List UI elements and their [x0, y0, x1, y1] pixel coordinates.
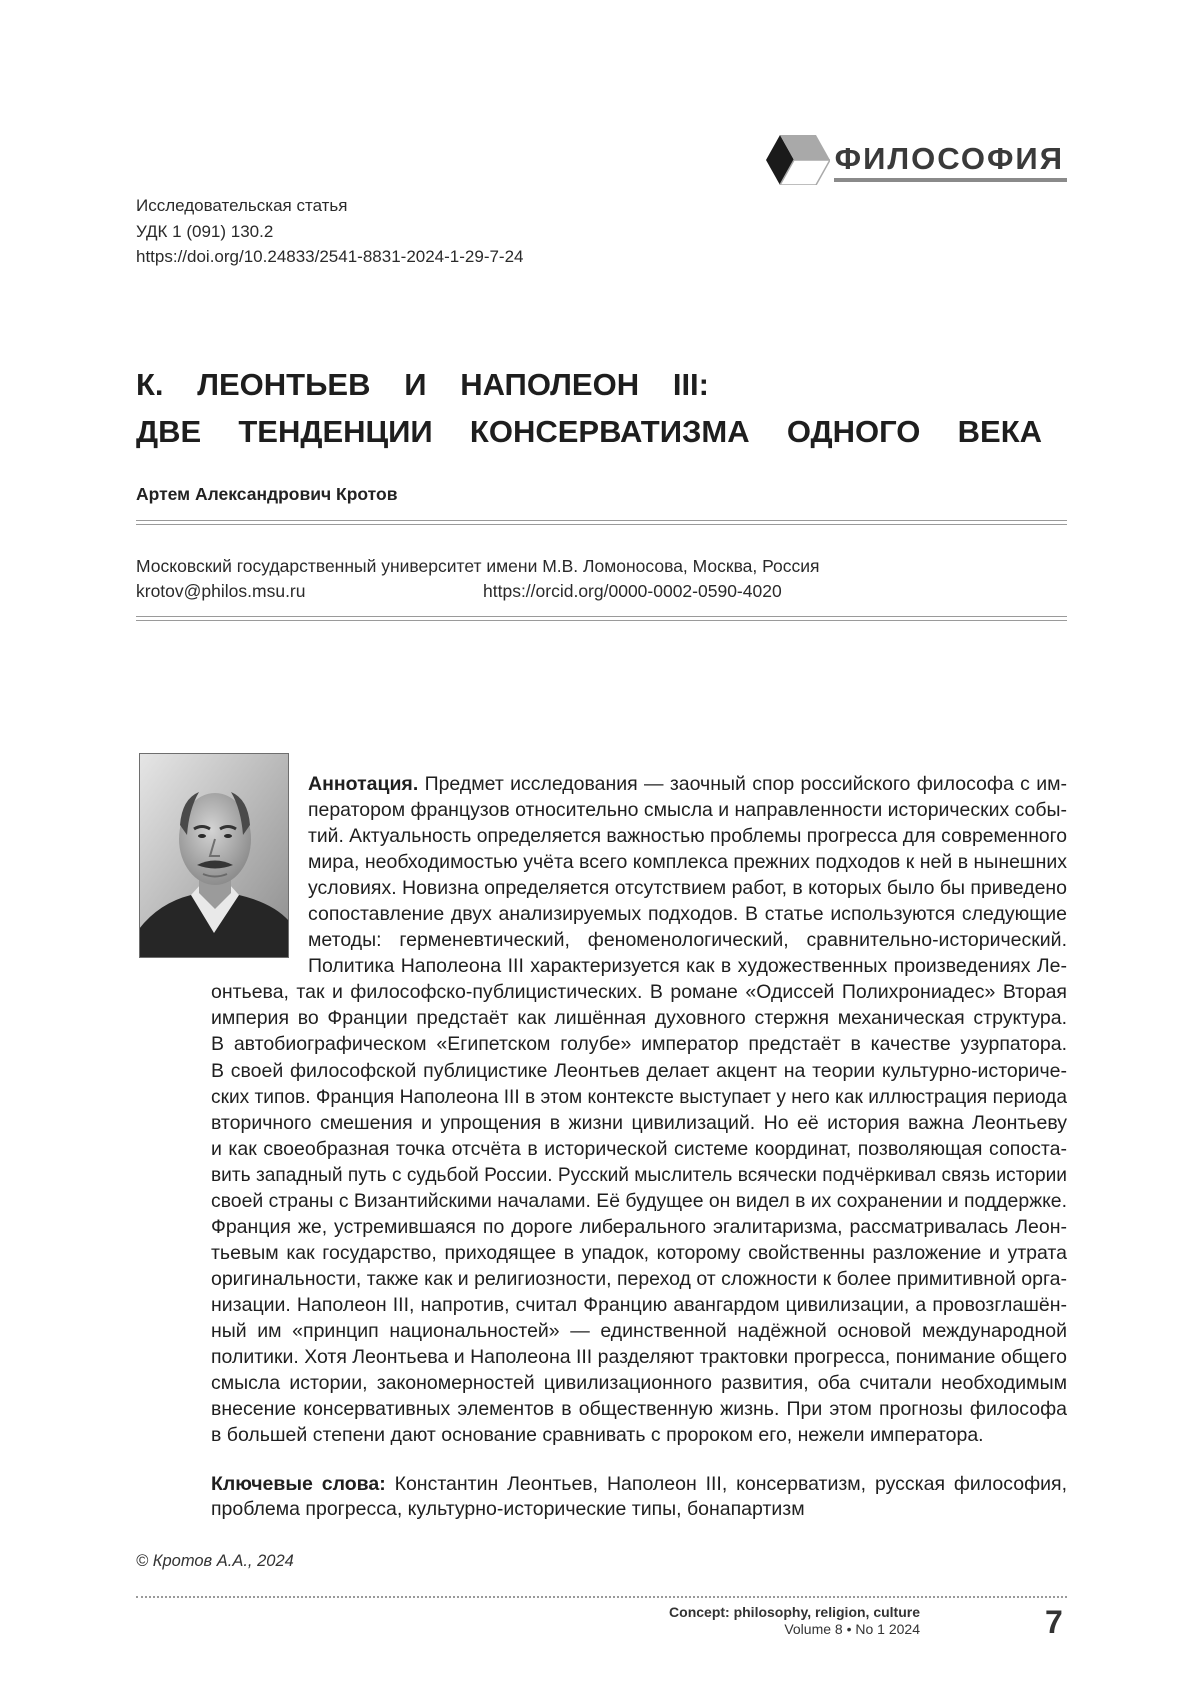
abstract-line-text: ператором французов относительно смысла и направленности исторических собы-	[308, 799, 1067, 822]
contact-row	[136, 579, 1067, 603]
abstract-line-text: тий. Актуальность определяется важностью проблемы прогресса для современного	[308, 825, 1067, 848]
abstract-line	[211, 1396, 1067, 1422]
abstract-line	[308, 901, 1067, 927]
abstract-line	[308, 927, 1067, 953]
cube-logo-icon	[766, 135, 830, 185]
section-underline	[834, 178, 1067, 182]
abstract-line	[211, 1084, 1067, 1110]
author-orcid: https://orcid.org/0000-0002-0590-4020	[483, 581, 782, 601]
title-line	[136, 361, 709, 408]
affiliation-organization: Московский государственный университет имени М.В. Ломоносова, Москва, Россия	[136, 556, 820, 576]
abstract-line-text: В своей философской публицистике Леонтьев делает акцент на теории культурно-историче-	[211, 1059, 1067, 1082]
udk-code: УДК 1 (091) 130.2	[136, 221, 274, 241]
affiliation-row	[136, 554, 1067, 578]
abstract-line	[211, 1031, 1067, 1057]
abstract-line-text: онтьева, так и философско-публицистических. В романе «Одиссей Полихрониадес» Вторая	[211, 981, 1067, 1004]
title-line-text: К. ЛЕОНТЬЕВ И НАПОЛЕОН III:	[136, 367, 709, 402]
abstract-line	[211, 1240, 1067, 1266]
abstract-line	[211, 1266, 1067, 1292]
abstract-line-text: мира, необходимостью учёта всего комплекса прежних подходов к ней в нынешних	[308, 851, 1067, 874]
double-divider	[136, 616, 1067, 621]
abstract-line-text: оригинальности, также как и религиозности, переход от сложности к более примитивной орга-	[211, 1267, 1067, 1290]
keywords-line-body: Константин Леонтьев, Наполеон III, консерватизм, русская философия,	[394, 1473, 1067, 1495]
abstract-line	[211, 1344, 1067, 1370]
article-title	[136, 361, 1042, 455]
abstract-line	[211, 1370, 1067, 1396]
author-name: Артем Александрович Кротов	[136, 484, 398, 504]
copyright-notice: © Кротов А.А., 2024	[136, 1552, 294, 1570]
keywords	[211, 1472, 1067, 1521]
title-line-text: ДВЕ ТЕНДЕНЦИИ КОНСЕРВАТИЗМА ОДНОГО ВЕКА	[136, 414, 1042, 449]
footer-journal-name: Concept: philosophy, religion, culture	[669, 1604, 920, 1620]
affiliation-line	[136, 554, 1067, 578]
footer-issue: Volume 8 • No 1 2024	[784, 1621, 920, 1637]
section-title: ФИЛОСОФИЯ	[834, 141, 1064, 176]
abstract-line-text: условиях. Новизна определяется отсутствием работ, в которых было бы приведено	[308, 877, 1067, 900]
abstract-line-text: и как своеобразная точка отсчёта в исторической системе координат, позволяющая сопоста-	[211, 1137, 1067, 1160]
abstract-line	[211, 1292, 1067, 1318]
abstract-line-text: Франция же, устремившаяся по дороге либерального эгалитаризма, рассматривалась Леон-	[211, 1215, 1067, 1238]
abstract-line	[211, 1422, 1067, 1448]
abstract-line-text: ских типов. Франция Наполеона III в этом контексте выступает у него как иллюстрация периода	[211, 1085, 1067, 1108]
abstract-line-text: тьевым как государство, приходящее в упадок, которому свойственны разложение и утрата	[211, 1241, 1067, 1264]
abstract-line-text: В автобиографическом «Египетском голубе» император предстаёт в качестве узурпатора.	[211, 1033, 1067, 1056]
abstract-line	[308, 953, 1067, 979]
keywords-label: Ключевые слова:	[211, 1473, 386, 1495]
article-type: Исследовательская статья	[136, 196, 348, 215]
abstract-line-text: империя во Франции предстаёт как лишённая духовного стержня механическая структура.	[211, 1007, 1067, 1030]
abstract-line	[308, 849, 1067, 875]
abstract-line	[211, 1136, 1067, 1162]
author-email: krotov@philos.msu.ru	[136, 581, 306, 601]
abstract-line	[308, 797, 1067, 823]
abstract-line	[211, 1188, 1067, 1214]
doi-link: https://doi.org/10.24833/2541-8831-2024-1-29-7-24	[136, 247, 524, 266]
abstract-line-text: вить западный путь с судьбой России. Русский мыслитель всячески подчёркивал связь истории	[211, 1163, 1067, 1186]
abstract-line	[308, 875, 1067, 901]
abstract-line-text: своей страны с Византийскими началами. Её будущее он видел в их сохранении и поддержке.	[211, 1189, 1067, 1212]
abstract-line	[211, 1162, 1067, 1188]
abstract-line	[308, 771, 1067, 797]
abstract-line-text: Политика Наполеона III характеризуется как в художественных произведениях Ле-	[308, 955, 1067, 978]
abstract	[211, 771, 1067, 1448]
abstract-line-text: сопоставление двух анализируемых подходов. В статье используются следующие	[308, 903, 1067, 926]
keywords-line-text: проблема прогресса, культурно-исторические типы, бонапартизм	[211, 1497, 805, 1520]
abstract-line-text: методы: герменевтический, феноменологический, сравнительно-исторический.	[308, 929, 1067, 952]
page-number: 7	[1045, 1604, 1063, 1640]
abstract-line-text: ный им «принцип национальностей» — единственной надёжной основой международной	[211, 1319, 1067, 1342]
abstract-line-text	[308, 771, 1067, 797]
abstract-line	[308, 823, 1067, 849]
abstract-label: Аннотация.	[308, 773, 419, 795]
keywords-line	[211, 1497, 1067, 1522]
abstract-line-text: в большей степени дают основание сравнивать с пророком его, нежели императора.	[211, 1424, 984, 1447]
abstract-line	[211, 1058, 1067, 1084]
abstract-line-text: низации. Наполеон III, напротив, считал Францию авангардом цивилизации, а провозглашён-	[211, 1293, 1067, 1316]
double-divider	[136, 520, 1067, 525]
keywords-line	[211, 1472, 1067, 1497]
abstract-line	[211, 1005, 1067, 1031]
abstract-line	[211, 1318, 1067, 1344]
footer-divider	[136, 1596, 1067, 1598]
abstract-line-text: внесение консервативных элементов в общественную жизнь. При этом прогнозы философа	[211, 1398, 1067, 1421]
article-meta	[136, 193, 524, 270]
abstract-line-body: Предмет исследования — заочный спор российского философа с им-	[424, 773, 1067, 795]
abstract-line	[211, 1110, 1067, 1136]
abstract-line-text: политики. Хотя Леонтьева и Наполеона III разделяют трактовки прогресса, понимание общего	[211, 1346, 1067, 1369]
abstract-line-text: смысла истории, закономерностей цивилизационного развития, оба считали необходимым	[211, 1372, 1067, 1395]
keywords-line-text	[211, 1472, 1067, 1497]
title-line	[136, 408, 1042, 455]
abstract-line	[211, 979, 1067, 1005]
abstract-line-text: вторичного смешения и упрощения в жизни цивилизаций. Но её история важна Леонтьеву	[211, 1111, 1067, 1134]
abstract-line	[211, 1214, 1067, 1240]
